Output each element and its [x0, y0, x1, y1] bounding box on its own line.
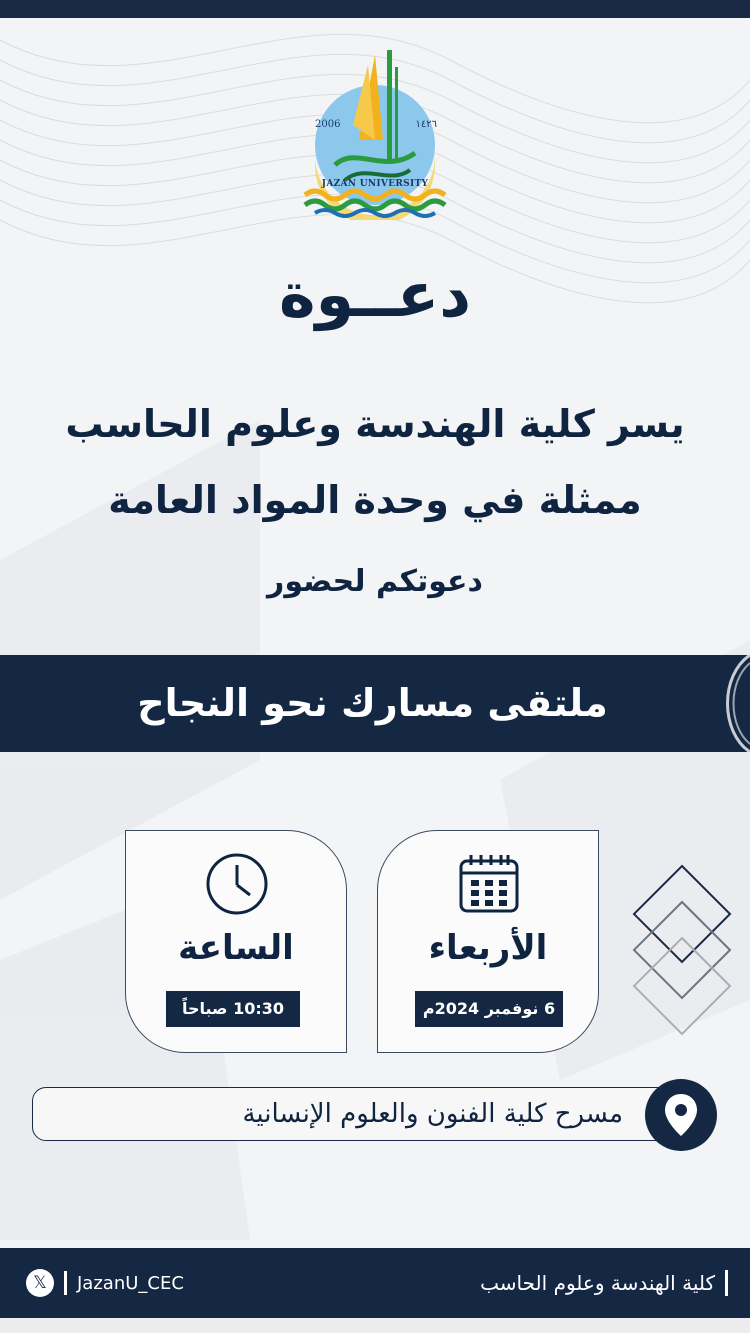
time-label: الساعة: [178, 928, 294, 968]
event-day: الأربعاء: [428, 928, 548, 968]
footer-college-name: كلية الهندسة وعلوم الحاسب: [480, 1270, 728, 1296]
top-strip: [0, 0, 750, 18]
footer-bar: [0, 1248, 750, 1318]
bottom-strip: [0, 1318, 750, 1333]
time-card: [125, 830, 347, 1053]
event-date: 6 نوفمبر 2024م: [415, 991, 563, 1027]
invitation-line-2: ممثلة في وحدة المواد العامة: [108, 478, 642, 522]
logo-university-name: JAZAN UNIVERSITY: [321, 179, 429, 189]
event-name: ملتقى مسارك نحو النجاح: [137, 681, 608, 725]
footer-divider: [64, 1271, 67, 1295]
location-text: مسرح كلية الفنون والعلوم الإنسانية: [242, 1099, 623, 1129]
logo-year-gregorian: 2006: [315, 119, 341, 130]
banner-arc-decoration: [710, 655, 750, 752]
jazan-university-logo: [295, 45, 455, 220]
event-time: 10:30 صباحاً: [166, 991, 300, 1027]
event-banner: [0, 655, 750, 752]
invitation-line-1: يسر كلية الهندسة وعلوم الحاسب: [65, 402, 685, 446]
location-pin-badge: [645, 1079, 717, 1151]
social-handle-text[interactable]: JazanU_CEC: [77, 1272, 184, 1294]
logo-year-hijri: ١٤٢٦: [415, 119, 437, 130]
invitation-line-3: دعوتكم لحضور: [267, 564, 483, 599]
location-box: [32, 1087, 692, 1141]
date-card: [377, 830, 599, 1053]
clock-icon: [204, 851, 270, 917]
x-icon[interactable]: 𝕏: [26, 1269, 54, 1297]
diamond-decoration: [630, 862, 734, 1040]
university-emblem: [295, 45, 455, 220]
invitation-title: دعــوة: [278, 258, 472, 331]
location-pin-icon: [663, 1092, 699, 1138]
calendar-icon: [456, 851, 522, 917]
social-handle[interactable]: [26, 1269, 184, 1297]
